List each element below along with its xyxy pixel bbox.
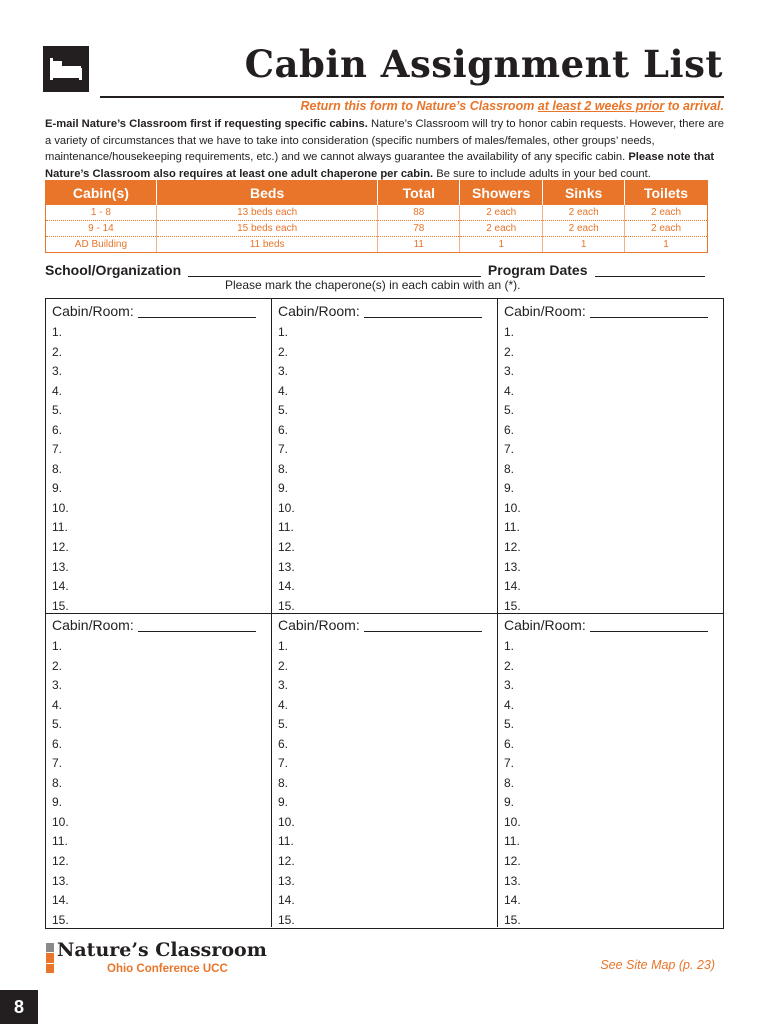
cell: 2 each	[543, 221, 625, 237]
slot-number: 12.	[504, 854, 521, 869]
assignment-slot[interactable]	[46, 793, 271, 813]
slot-number: 1.	[504, 639, 515, 653]
slot-number: 15.	[278, 598, 295, 613]
assignment-slot[interactable]	[46, 479, 271, 499]
assignment-slot[interactable]	[498, 323, 723, 343]
assignment-slot[interactable]	[272, 362, 497, 382]
slot-number: 11.	[278, 520, 294, 535]
school-label: School/Organization	[45, 262, 182, 278]
assignment-slot[interactable]	[46, 343, 271, 363]
cabin-room-heading	[272, 613, 497, 637]
slot-number: 5.	[504, 717, 515, 732]
cell: 9 - 14	[46, 221, 157, 237]
program-dates-label: Program Dates	[487, 262, 588, 278]
cell: 2 each	[625, 221, 708, 237]
assignment-slot[interactable]	[46, 637, 271, 657]
return-text-pre: Return this form to Nature’s Classroom	[300, 99, 538, 113]
assignment-slot[interactable]	[498, 891, 723, 911]
flag-icon	[46, 943, 54, 973]
cabin-room-heading	[46, 299, 271, 323]
slot-number: 1.	[278, 639, 289, 653]
assignment-slot[interactable]	[272, 813, 497, 833]
slot-number: 15.	[504, 912, 521, 927]
assignment-slot[interactable]	[498, 440, 723, 460]
slot-number: 4.	[52, 697, 63, 712]
slot-number: 9.	[278, 481, 289, 496]
assignment-slot[interactable]	[498, 657, 723, 677]
header-sinks: Sinks	[543, 181, 625, 206]
cell: 15 beds each	[156, 221, 378, 237]
slot-number: 2.	[504, 658, 515, 673]
slot-number: 4.	[504, 697, 515, 712]
cell: 1	[543, 237, 625, 253]
cabin-column	[498, 299, 723, 613]
slot-number: 11.	[278, 834, 294, 849]
assignment-slot[interactable]	[272, 872, 497, 892]
slot-number: 13.	[52, 873, 69, 888]
slot-number: 7.	[52, 756, 63, 771]
slot-number: 11.	[504, 834, 520, 849]
assignment-slot[interactable]	[46, 382, 271, 402]
assignment-slot[interactable]	[46, 754, 271, 774]
slot-number: 4.	[278, 697, 289, 712]
assignment-slot[interactable]	[498, 813, 723, 833]
slot-number: 7.	[504, 756, 515, 771]
slot-number: 10.	[504, 500, 521, 515]
slot-number: 9.	[278, 795, 289, 810]
slot-number: 6.	[278, 422, 289, 437]
slot-number: 7.	[278, 756, 289, 771]
intro-text-2: Be sure to include adults in your bed count.	[433, 167, 651, 180]
assignment-slot[interactable]	[272, 774, 497, 794]
cabin-room-label: Cabin/Room:	[52, 617, 134, 633]
slot-number: 12.	[278, 854, 295, 869]
natures-classroom-logo	[45, 939, 267, 979]
slot-number: 8.	[504, 461, 515, 476]
assignment-slot[interactable]	[272, 657, 497, 677]
slot-number: 15.	[278, 912, 295, 927]
slot-number: 5.	[52, 717, 63, 732]
assignment-slot[interactable]	[498, 382, 723, 402]
slot-number: 13.	[278, 559, 295, 574]
cabin-room-field[interactable]	[590, 631, 708, 632]
slot-number: 9.	[504, 481, 515, 496]
slot-number: 5.	[278, 403, 289, 418]
assignment-slot[interactable]	[498, 676, 723, 696]
assignment-slot[interactable]	[498, 518, 723, 538]
assignment-slot[interactable]	[272, 696, 497, 716]
slot-number: 2.	[278, 658, 289, 673]
assignment-slot[interactable]	[46, 832, 271, 852]
intro-paragraph	[45, 116, 725, 182]
assignment-slot[interactable]	[498, 696, 723, 716]
assignment-slot[interactable]	[498, 774, 723, 794]
program-dates-field[interactable]	[595, 276, 705, 277]
chaperone-note: Please mark the chaperone(s) in each cabin with an (*).	[225, 278, 521, 292]
assignment-slot[interactable]	[46, 499, 271, 519]
assignment-slot[interactable]	[46, 696, 271, 716]
assignment-slot[interactable]	[498, 852, 723, 872]
cabin-column	[46, 299, 272, 613]
cabin-room-label: Cabin/Room:	[504, 617, 586, 633]
page-number: 8	[0, 990, 38, 1024]
slot-number: 6.	[278, 736, 289, 751]
assignment-slot[interactable]	[272, 460, 497, 480]
cell: 2 each	[625, 205, 708, 221]
assignment-slot[interactable]	[272, 343, 497, 363]
bed-icon	[43, 46, 89, 92]
slot-number: 12.	[504, 540, 521, 555]
cabin-assignment-grid	[45, 298, 724, 929]
return-instruction	[300, 99, 724, 113]
cabin-room-field[interactable]	[138, 317, 256, 318]
cabin-column	[272, 299, 498, 613]
cell: 1	[625, 237, 708, 253]
slot-number: 7.	[504, 442, 515, 457]
slot-number: 8.	[52, 461, 63, 476]
assignment-slot[interactable]	[46, 323, 271, 343]
assignment-slot[interactable]	[46, 577, 271, 597]
assignment-slot[interactable]	[272, 637, 497, 657]
cell: 13 beds each	[156, 205, 378, 221]
cabin-room-label: Cabin/Room:	[52, 303, 134, 319]
assignment-slot[interactable]	[272, 676, 497, 696]
slot-number: 5.	[278, 717, 289, 732]
assignment-slot[interactable]	[498, 343, 723, 363]
assignment-slot[interactable]	[498, 715, 723, 735]
assignment-slot[interactable]	[498, 754, 723, 774]
header-total: Total	[378, 181, 460, 206]
assignment-slot[interactable]	[498, 832, 723, 852]
assignment-slot[interactable]	[498, 499, 723, 519]
assignment-slot[interactable]	[46, 911, 271, 931]
assignment-slot[interactable]	[498, 362, 723, 382]
cabin-room-label: Cabin/Room:	[278, 303, 360, 319]
assignment-slot[interactable]	[46, 440, 271, 460]
slot-number: 14.	[504, 579, 521, 594]
slot-number: 8.	[278, 775, 289, 790]
brand-name: Nature’s Classroom	[57, 939, 267, 961]
slot-number: 15.	[52, 912, 69, 927]
assignment-slot[interactable]	[46, 421, 271, 441]
cabin-room-field[interactable]	[590, 317, 708, 318]
slot-number: 4.	[52, 383, 63, 398]
assignment-slot[interactable]	[46, 460, 271, 480]
block-divider	[46, 613, 723, 614]
assignment-slot[interactable]	[46, 657, 271, 677]
slot-number: 7.	[278, 442, 289, 457]
assignment-slot[interactable]	[498, 872, 723, 892]
slot-number: 3.	[52, 364, 63, 379]
slot-number: 3.	[52, 678, 63, 693]
assignment-slot[interactable]	[272, 323, 497, 343]
table-row	[46, 237, 708, 253]
assignment-slot[interactable]	[498, 911, 723, 931]
slot-number: 9.	[52, 481, 63, 496]
cabin-room-heading	[498, 613, 723, 637]
cell: 2 each	[460, 221, 543, 237]
assignment-slot[interactable]	[272, 499, 497, 519]
assignment-slot[interactable]	[272, 401, 497, 421]
slot-number: 4.	[278, 383, 289, 398]
assignment-slot[interactable]	[272, 715, 497, 735]
slot-number: 2.	[52, 658, 63, 673]
slot-number: 15.	[504, 598, 521, 613]
assignment-slot[interactable]	[272, 735, 497, 755]
assignment-slot[interactable]	[272, 911, 497, 931]
school-field[interactable]	[188, 276, 481, 277]
cabin-room-heading	[498, 299, 723, 323]
slot-number: 13.	[52, 559, 69, 574]
table-row	[46, 205, 708, 221]
slot-number: 6.	[52, 422, 63, 437]
assignment-slot[interactable]	[272, 479, 497, 499]
assignment-slot[interactable]	[46, 852, 271, 872]
assignment-slot[interactable]	[46, 813, 271, 833]
cell: 11 beds	[156, 237, 378, 253]
assignment-slot[interactable]	[272, 754, 497, 774]
cabin-room-label: Cabin/Room:	[504, 303, 586, 319]
school-program-line	[45, 262, 725, 278]
header-beds: Beds	[156, 181, 378, 206]
title-rule	[100, 96, 724, 98]
slot-number: 2.	[278, 344, 289, 359]
assignment-slot[interactable]	[46, 715, 271, 735]
slot-number: 4.	[504, 383, 515, 398]
slot-number: 1.	[278, 325, 289, 339]
slot-number: 14.	[278, 893, 295, 908]
slot-number: 6.	[504, 736, 515, 751]
slot-number: 10.	[504, 814, 521, 829]
slot-number: 8.	[278, 461, 289, 476]
slot-number: 7.	[52, 442, 63, 457]
return-text-post: to arrival.	[664, 99, 724, 113]
header-showers: Showers	[460, 181, 543, 206]
slot-number: 15.	[52, 598, 69, 613]
slot-number: 1.	[52, 639, 63, 653]
cabin-room-field[interactable]	[364, 631, 482, 632]
cabin-column	[498, 613, 723, 927]
slot-number: 12.	[52, 540, 69, 555]
slot-number: 12.	[278, 540, 295, 555]
slot-number: 1.	[52, 325, 63, 339]
slot-number: 2.	[504, 344, 515, 359]
assignment-slot[interactable]	[272, 558, 497, 578]
assignment-slot[interactable]	[272, 852, 497, 872]
assignment-slot[interactable]	[498, 577, 723, 597]
slot-number: 3.	[278, 678, 289, 693]
cabin-table-header	[46, 181, 708, 206]
slot-number: 14.	[52, 893, 69, 908]
brand-subtitle: Ohio Conference UCC	[107, 963, 228, 975]
header-cabins: Cabin(s)	[46, 181, 157, 206]
slot-number: 14.	[504, 893, 521, 908]
assignment-slot[interactable]	[46, 401, 271, 421]
slot-number: 11.	[52, 834, 68, 849]
cabin-info-table	[45, 180, 708, 253]
assignment-slot[interactable]	[498, 479, 723, 499]
cabin-column	[272, 613, 498, 927]
slot-number: 8.	[504, 775, 515, 790]
cell: 1 - 8	[46, 205, 157, 221]
assignment-slot[interactable]	[498, 793, 723, 813]
slot-number: 12.	[52, 854, 69, 869]
cell: 2 each	[543, 205, 625, 221]
assignment-slot[interactable]	[46, 891, 271, 911]
slot-number: 2.	[52, 344, 63, 359]
slot-number: 8.	[52, 775, 63, 790]
intro-bold-email: E-mail Nature’s Classroom first if requesting specific cabins.	[45, 118, 368, 130]
slot-number: 13.	[504, 873, 521, 888]
assignment-slot[interactable]	[46, 676, 271, 696]
slot-number: 11.	[52, 520, 68, 535]
slot-number: 10.	[52, 500, 69, 515]
assignment-slot[interactable]	[272, 793, 497, 813]
slot-number: 9.	[504, 795, 515, 810]
assignment-slot[interactable]	[272, 440, 497, 460]
intro-bold-chaperone: Please note that Nature’s Classroom also requires at least one adult chaperone per cabin.	[45, 151, 715, 180]
cell: 1	[460, 237, 543, 253]
cabin-room-heading	[46, 613, 271, 637]
assignment-slot[interactable]	[272, 421, 497, 441]
return-deadline: at least 2 weeks prior	[537, 99, 665, 113]
assignment-slot[interactable]	[46, 362, 271, 382]
assignment-slot[interactable]	[498, 558, 723, 578]
slot-number: 3.	[504, 678, 515, 693]
assignment-slot[interactable]	[46, 735, 271, 755]
assignment-slot[interactable]	[46, 774, 271, 794]
assignment-slot[interactable]	[46, 558, 271, 578]
slot-number: 13.	[278, 873, 295, 888]
table-row	[46, 221, 708, 237]
intro-text-1: Nature’s Classroom will try to honor cabin requests. However, there are a variety of circumstances that we have to take into consideration (specific numbers of males/females, other groups’ needs, maintenance/housekeeping requirements, etc.) and we cannot always guarantee the availability of any specific cabin.	[45, 118, 724, 163]
assignment-slot[interactable]	[46, 872, 271, 892]
assignment-slot[interactable]	[272, 538, 497, 558]
slot-number: 5.	[504, 403, 515, 418]
cell: 78	[378, 221, 460, 237]
cell: AD Building	[46, 237, 157, 253]
cabin-column	[46, 613, 272, 927]
header-toilets: Toilets	[625, 181, 708, 206]
assignment-slot[interactable]	[272, 518, 497, 538]
slot-number: 14.	[52, 579, 69, 594]
assignment-slot[interactable]	[498, 735, 723, 755]
assignment-slot[interactable]	[498, 637, 723, 657]
cabin-room-field[interactable]	[364, 317, 482, 318]
slot-number: 3.	[504, 364, 515, 379]
slot-number: 14.	[278, 579, 295, 594]
slot-number: 11.	[504, 520, 520, 535]
cell: 11	[378, 237, 460, 253]
slot-number: 3.	[278, 364, 289, 379]
cabin-room-label: Cabin/Room:	[278, 617, 360, 633]
assignment-slot[interactable]	[498, 460, 723, 480]
slot-number: 10.	[52, 814, 69, 829]
slot-number: 9.	[52, 795, 63, 810]
assignment-slot[interactable]	[498, 401, 723, 421]
cabin-room-heading	[272, 299, 497, 323]
assignment-slot[interactable]	[498, 421, 723, 441]
cell: 88	[378, 205, 460, 221]
slot-number: 6.	[52, 736, 63, 751]
slot-number: 13.	[504, 559, 521, 574]
cell: 2 each	[460, 205, 543, 221]
assignment-slot[interactable]	[46, 518, 271, 538]
slot-number: 10.	[278, 500, 295, 515]
assignment-slot[interactable]	[46, 538, 271, 558]
slot-number: 6.	[504, 422, 515, 437]
assignment-slot[interactable]	[272, 832, 497, 852]
assignment-slot[interactable]	[272, 577, 497, 597]
assignment-slot[interactable]	[498, 538, 723, 558]
page-title: Cabin Assignment List	[244, 42, 723, 86]
assignment-slot[interactable]	[272, 891, 497, 911]
site-map-link[interactable]: See Site Map (p. 23)	[600, 958, 715, 972]
slot-number: 10.	[278, 814, 295, 829]
cabin-room-field[interactable]	[138, 631, 256, 632]
slot-number: 1.	[504, 325, 515, 339]
slot-number: 5.	[52, 403, 63, 418]
assignment-slot[interactable]	[272, 382, 497, 402]
